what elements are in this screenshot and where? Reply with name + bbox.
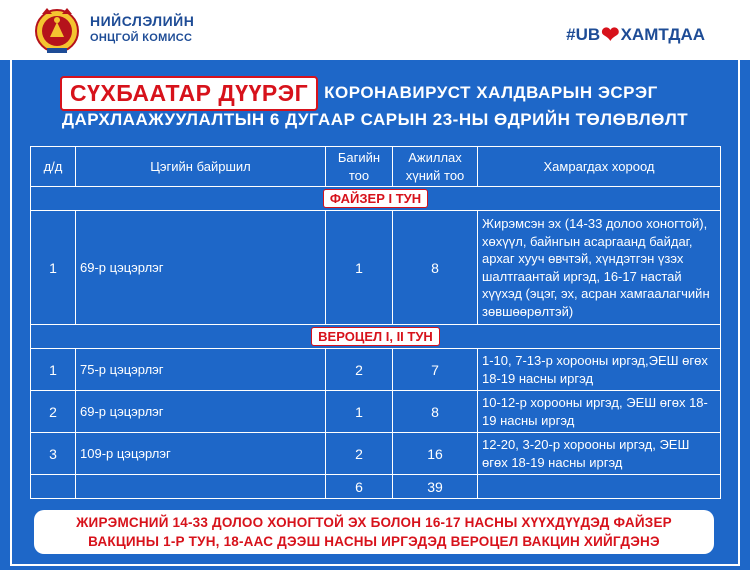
hashtag-suffix: ХАМТДАА (620, 25, 705, 44)
row-teams: 1 (326, 391, 393, 433)
vaccination-plan-table (30, 146, 721, 499)
org-name-line2: ОНЦГОЙ КОМИСС (90, 31, 193, 44)
title-line1-text: КОРОНАВИРУСТ ХАЛДВАРЫН ЭСРЭГ (324, 83, 658, 102)
org-logo (32, 4, 194, 54)
footer-note (34, 510, 714, 554)
col-header-coverage: Хамрагдах хороод (478, 147, 721, 187)
phase-label-verocell: ВЕРОЦЕЛ I, II ТУН (311, 327, 440, 346)
row-staff: 7 (393, 349, 478, 391)
table-row (31, 433, 721, 475)
row-num: 3 (31, 433, 76, 475)
phase-row-verocell (31, 325, 721, 349)
row-location: 69-р цэцэрлэг (76, 211, 326, 325)
row-coverage: 12-20, 3-20-р хорооны иргэд, ЭЕШ өгөх 18-19 насны иргэд (478, 433, 721, 475)
table-row (31, 211, 721, 325)
phase-label-pfizer: ФАЙЗЕР I ТУН (323, 189, 428, 208)
city-emblem-icon (32, 4, 82, 54)
total-staff: 39 (393, 475, 478, 499)
district-name: СҮХБААТАР ДҮҮРЭГ (60, 76, 318, 111)
row-coverage: Жирэмсэн эх (14-33 долоо хоногтой), хөхүүл, байнгын асаргаанд байдаг, архаг хууч өвчтэй, хүндэтгэн үзэх шалтгаантай иргэд, 16-17 настай хүүхэд (эцэг, эх, асран хамгаалагчийн зөвшөөрөлтэй) (478, 211, 721, 325)
table-row (31, 349, 721, 391)
footer-note-line1: ЖИРЭМСНИЙ 14-33 ДОЛОО ХОНОГТОЙ ЭХ БОЛОН 16-17 НАСНЫ ХҮҮХДҮҮДЭД ФАЙЗЕР (76, 515, 672, 530)
col-header-num: д/д (31, 147, 76, 187)
row-location: 109-р цэцэрлэг (76, 433, 326, 475)
row-num: 1 (31, 211, 76, 325)
col-header-teams: Багийн тоо (326, 147, 393, 187)
col-header-staff: Ажиллах хүний тоо (393, 147, 478, 187)
header-bar (0, 0, 750, 60)
row-staff: 8 (393, 391, 478, 433)
org-name-line1: НИЙСЛЭЛИЙН (90, 13, 195, 30)
campaign-hashtag (566, 24, 705, 46)
table-row (31, 391, 721, 433)
row-coverage: 1-10, 7-13-р хорооны иргэд,ЭЕШ өгөх 18-19 насны иргэд (478, 349, 721, 391)
row-location: 69-р цэцэрлэг (76, 391, 326, 433)
hashtag-prefix: #UB (566, 25, 601, 44)
row-staff: 8 (393, 211, 478, 325)
row-staff: 16 (393, 433, 478, 475)
total-row (31, 475, 721, 499)
heart-icon: ❤ (601, 22, 620, 47)
row-teams: 2 (326, 349, 393, 391)
row-coverage: 10-12-р хорооны иргэд, ЭЕШ өгөх 18-19 насны иргэд (478, 391, 721, 433)
col-header-location: Цэгийн байршил (76, 147, 326, 187)
row-num: 1 (31, 349, 76, 391)
title-line2: ДАРХЛААЖУУЛАЛТЫН 6 ДУГААР САРЫН 23-НЫ ӨДРИЙН ТӨЛӨВЛӨЛТ (61, 110, 689, 129)
row-teams: 2 (326, 433, 393, 475)
total-teams: 6 (326, 475, 393, 499)
phase-row-pfizer (31, 187, 721, 211)
footer-note-line2: ВАКЦИНЫ 1-Р ТУН, 18-ААС ДЭЭШ НАСНЫ ИРГЭДЭД ВЕРОЦЕЛ ВАКЦИН ХИЙГДЭНЭ (88, 534, 660, 549)
title-line1 (60, 76, 658, 110)
row-teams: 1 (326, 211, 393, 325)
table-header-row (31, 147, 721, 187)
row-num: 2 (31, 391, 76, 433)
row-location: 75-р цэцэрлэг (76, 349, 326, 391)
